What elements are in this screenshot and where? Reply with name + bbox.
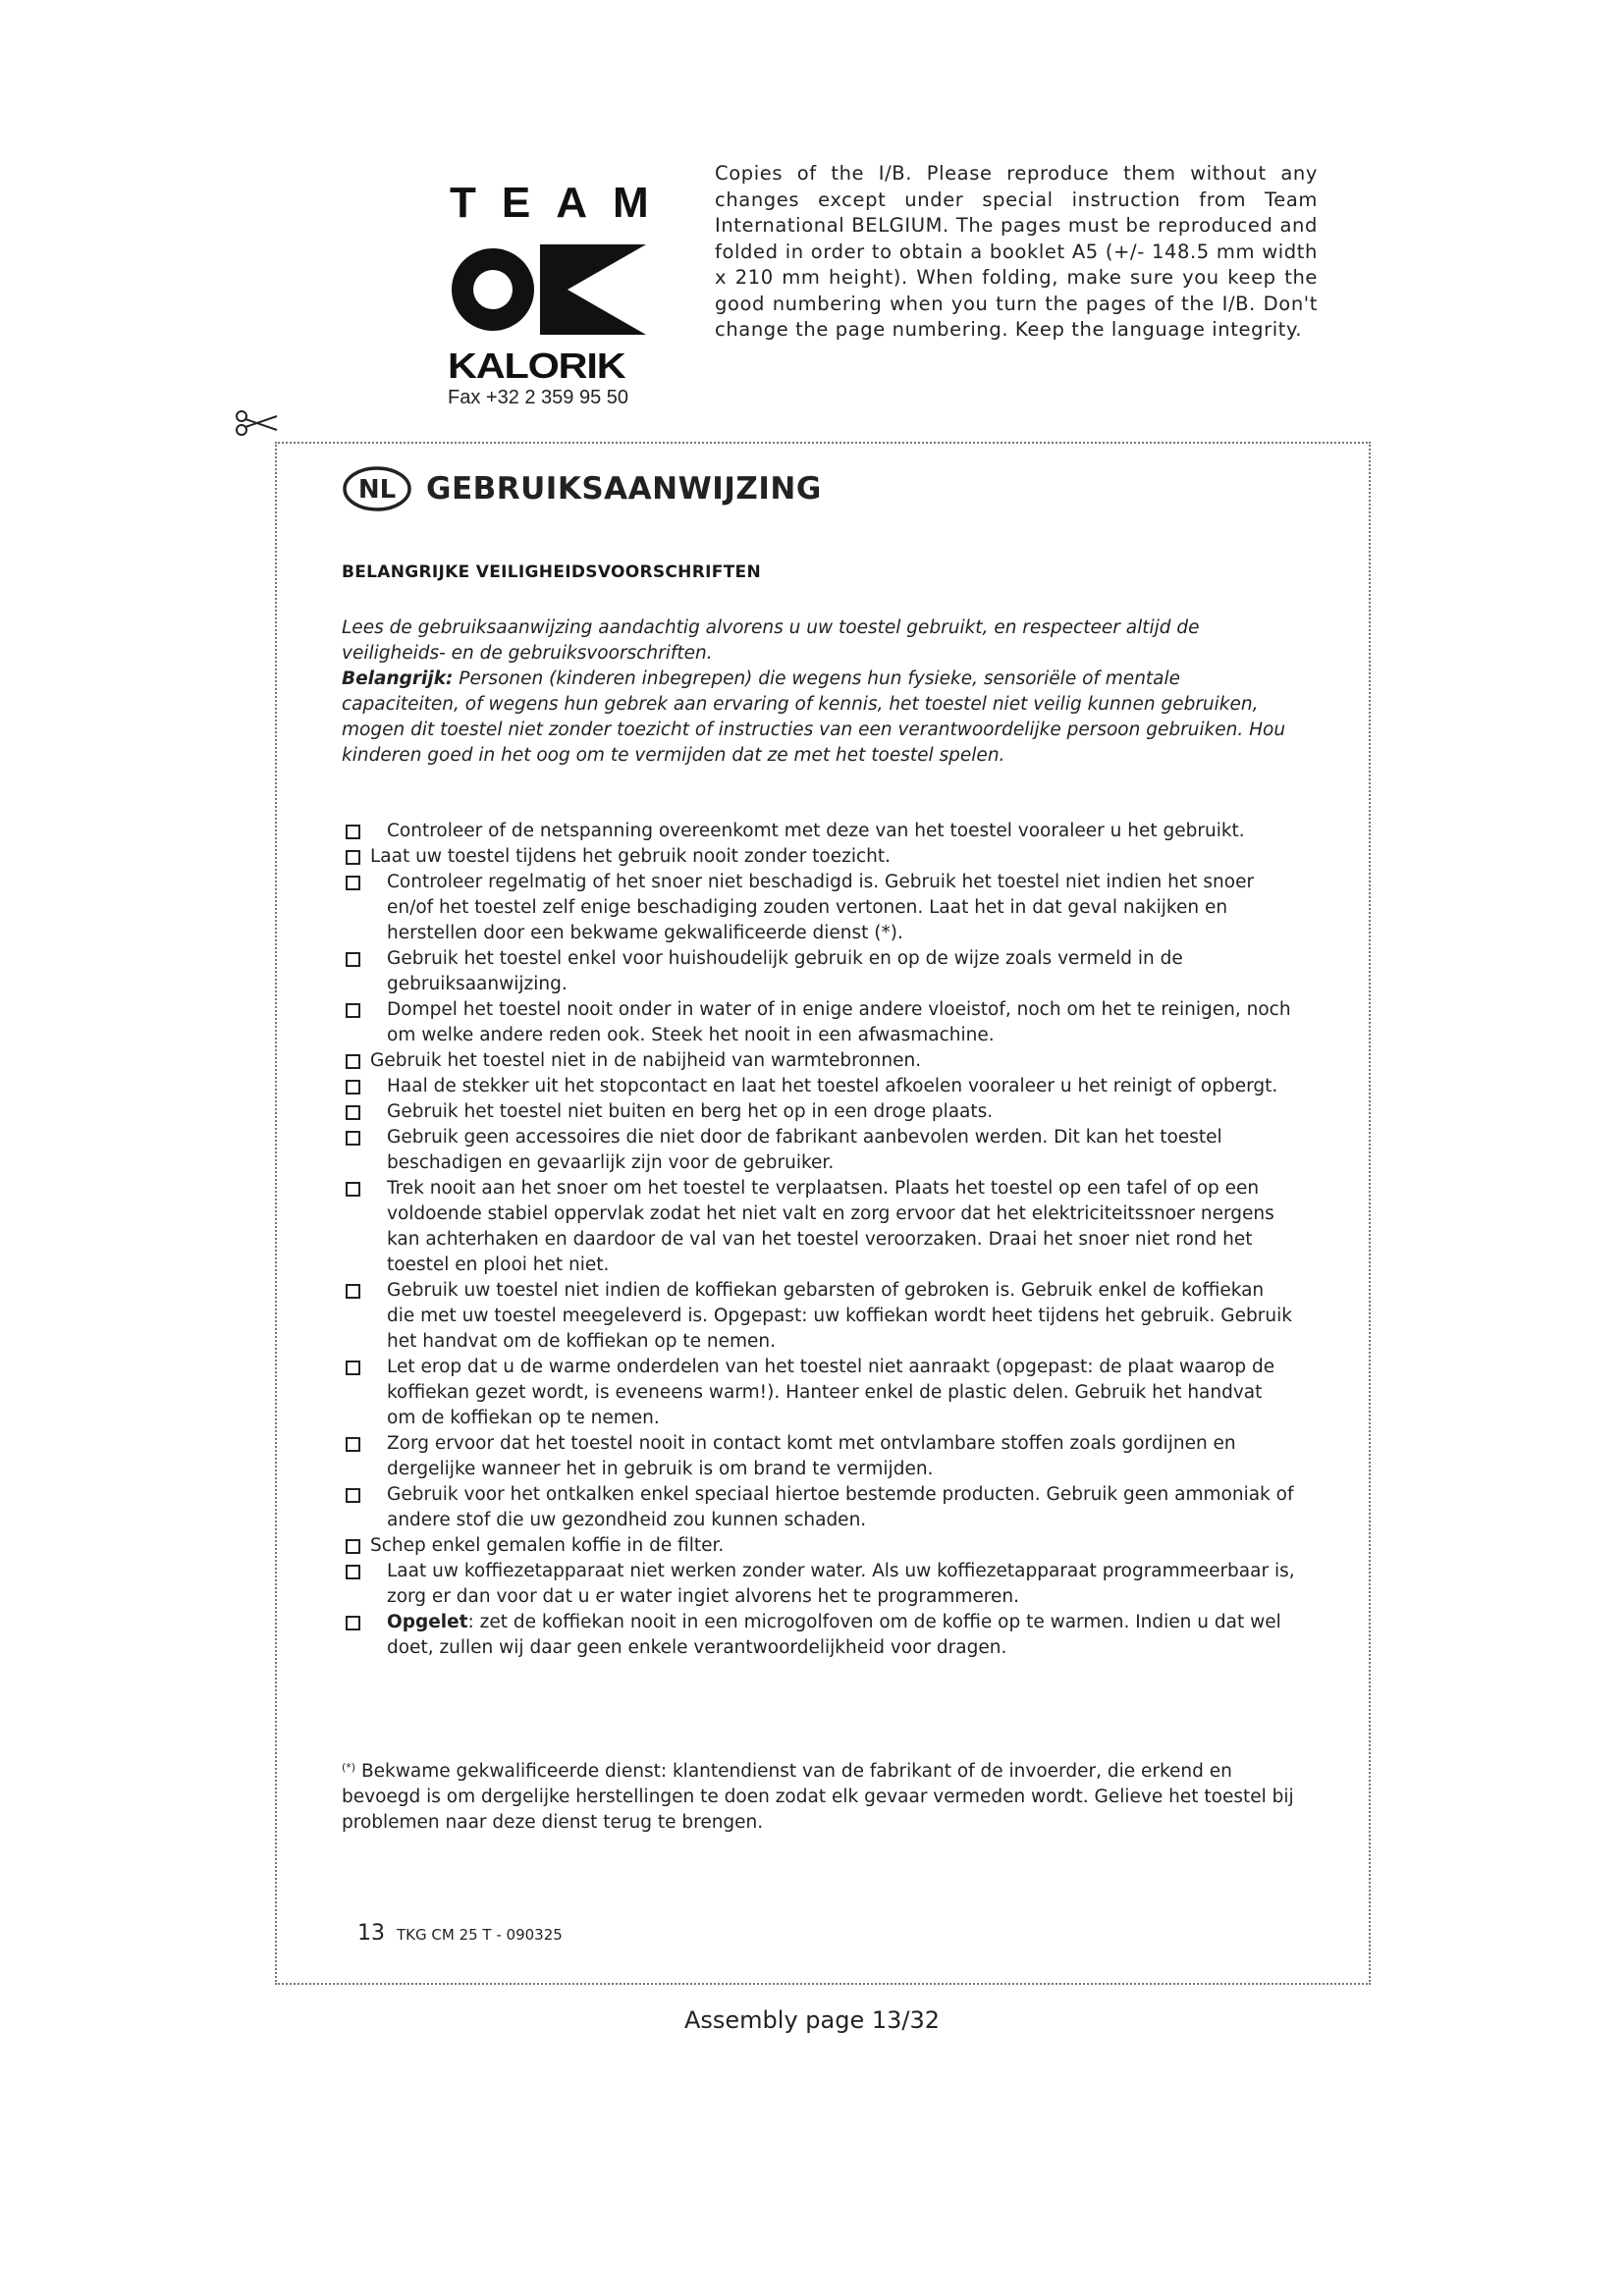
list-item: Schep enkel gemalen koffie in de filter. — [344, 1533, 1296, 1559]
logo-brand-text: KALORIK — [448, 346, 625, 386]
checkbox-bullet-icon — [346, 1182, 360, 1197]
checkbox-bullet-icon — [346, 825, 360, 839]
checkbox-bullet-icon — [346, 1003, 360, 1018]
list-item: Trek nooit aan het snoer om het toestel te verplaatsen. Plaats het toestel op een tafel of op een voldoende stabiel oppervlak zodat het niet valt en zorg ervoor dat het elektriciteitssnoer nergens kan achterhaken en daardoor de val van het toestel veroorzaken. Draai het snoer niet rond het toestel en plooi het niet. — [344, 1176, 1296, 1278]
checkbox-bullet-icon — [346, 1437, 360, 1452]
kalorik-k-mark-icon — [450, 237, 646, 343]
list-item: Gebruik voor het ontkalken enkel speciaal hiertoe bestemde producten. Gebruik geen ammoniak of andere stof die uw gezondheid zou kunnen schaden. — [344, 1482, 1296, 1533]
list-item: Gebruik geen accessoires die niet door de fabrikant aanbevolen werden. Dit kan het toestel beschadigen en gevaarlijk zijn voor de gebruiker. — [344, 1125, 1296, 1176]
scissors-icon — [234, 408, 279, 438]
checkbox-bullet-icon — [346, 1488, 360, 1503]
list-item: Dompel het toestel nooit onder in water of in enige andere vloeistof, noch om het te reinigen, noch om welke andere reden ook. Steek het nooit in een afwasmachine. — [344, 997, 1296, 1048]
manual-title: GEBRUIKSAANWIJZING — [426, 471, 822, 507]
safety-rules-list — [344, 819, 1296, 1661]
important-paragraph — [342, 667, 1296, 769]
checkbox-bullet-icon — [346, 1284, 360, 1299]
language-code: NL — [357, 475, 397, 505]
list-item: Gebruik het toestel niet buiten en berg het op in een droge plaats. — [344, 1099, 1296, 1125]
list-item: Controleer of de netspanning overeenkomt met deze van het toestel vooraleer u het gebruikt. — [344, 819, 1296, 844]
logo-team-text: TEAM — [450, 179, 675, 227]
checkbox-bullet-icon — [346, 850, 360, 865]
intro-text — [342, 615, 1296, 769]
checkbox-bullet-icon — [346, 1539, 360, 1554]
checkbox-bullet-icon — [346, 1105, 360, 1120]
intro-paragraph: Lees de gebruiksaanwijzing aandachtig alvorens u uw toestel gebruikt, en respecteer altijd de veiligheids- en de gebruiksvoorschriften. — [342, 617, 1200, 664]
list-item: Laat uw koffiezetapparaat niet werken zonder water. Als uw koffiezetapparaat programmeerbaar is, zorg er dan voor dat u er water ingiet alvorens het te programmeren. — [344, 1559, 1296, 1610]
checkbox-bullet-icon — [346, 1565, 360, 1579]
page-number: 13 — [357, 1921, 385, 1946]
checkbox-bullet-icon — [346, 1080, 360, 1095]
language-badge-icon — [342, 465, 412, 512]
important-label: Belangrijk: — [342, 668, 454, 689]
footnote-text: Bekwame gekwalificeerde dienst: klantendienst van de fabrikant of de invoerder, die erkend en bevoegd is om dergelijke herstellingen te doen zodat elk gevaar vermeden wordt. Gelieve het toestel bij problemen naar deze dienst terug te brengen. — [342, 1761, 1294, 1833]
checkbox-bullet-icon — [346, 876, 360, 890]
footnote-marker: (*) — [342, 1761, 356, 1774]
list-item: Haal de stekker uit het stopcontact en laat het toestel afkoelen vooraleer u het reinigt of opbergt. — [344, 1074, 1296, 1099]
checkbox-bullet-icon — [346, 1131, 360, 1146]
list-item: Opgelet: zet de koffiekan nooit in een microgolfoven om de koffie op te warmen. Indien u dat wel doet, zullen wij daar geen enkele verantwoordelijkheid voor dragen. — [344, 1610, 1296, 1661]
list-item: Laat uw toestel tijdens het gebruik nooit zonder toezicht. — [344, 844, 1296, 870]
copies-instruction-note: Copies of the I/B. Please reproduce them without any changes except under special instruction from Team International BELGIUM. The pages must be reproduced and folded in order to obtain a booklet A5 (+/- 148.5 mm width x 210 mm height). When folding, make sure you keep the good numbering when you turn the pages of the I/B. Don't change the page numbering. Keep the language integrity. — [715, 162, 1318, 341]
footnote — [342, 1755, 1296, 1836]
fax-number: Fax +32 2 359 95 50 — [448, 387, 629, 408]
list-item: Gebruik het toestel enkel voor huishoudelijk gebruik en op de wijze zoals vermeld in de gebruiksaanwijzing. — [344, 946, 1296, 997]
list-item: Let erop dat u de warme onderdelen van het toestel niet aanraakt (opgepast: de plaat waarop de koffiekan gezet wordt, is eveneens warm!). Hanteer enkel de plastic delen. Gebruik het handvat om de koffiekan op te nemen. — [344, 1355, 1296, 1431]
checkbox-bullet-icon — [346, 1616, 360, 1630]
list-item: Controleer regelmatig of het snoer niet beschadigd is. Gebruik het toestel niet indien het snoer en/of het toestel zelf enige beschadiging zouden vertonen. Laat het in dat geval nakijken en herstellen door een bekwame gekwalificeerde dienst (*). — [344, 870, 1296, 946]
section-title: BELANGRIJKE VEILIGHEIDSVOORSCHRIFTEN — [342, 562, 761, 582]
checkbox-bullet-icon — [346, 1361, 360, 1375]
list-item: Gebruik uw toestel niet indien de koffiekan gebarsten of gebroken is. Gebruik enkel de koffiekan die met uw toestel meegeleverd is. Opgepast: uw koffiekan wordt heet tijdens het gebruik. Gebruik het handvat om de koffiekan op te nemen. — [344, 1278, 1296, 1355]
list-item: Zorg ervoor dat het toestel nooit in contact komt met ontvlambare stoffen zoals gordijnen en dergelijke wanneer het in gebruik is om brand te vermijden. — [344, 1431, 1296, 1482]
important-text: Personen (kinderen inbegrepen) die wegens hun fysieke, sensoriële of mentale capaciteiten, of wegens hun gebrek aan ervaring of kennis, het toestel niet veilig kunnen gebruiken, mogen dit toestel niet zonder toezicht of instructies van een verantwoordelijke persoon gebruiken. Hou kinderen goed in het oog om te vermijden dat ze met het toestel spelen. — [342, 668, 1286, 766]
checkbox-bullet-icon — [346, 952, 360, 967]
page-footer — [357, 1921, 563, 1946]
assembly-page-label: Assembly page 13/32 — [683, 2006, 941, 2034]
checkbox-bullet-icon — [346, 1054, 360, 1069]
kalorik-logo — [432, 179, 675, 409]
manual-heading — [342, 465, 822, 512]
list-item: Gebruik het toestel niet in de nabijheid van warmtebronnen. — [344, 1048, 1296, 1074]
document-code: TKG CM 25 T - 090325 — [397, 1926, 563, 1944]
warning-label: Opgelet — [387, 1612, 468, 1632]
